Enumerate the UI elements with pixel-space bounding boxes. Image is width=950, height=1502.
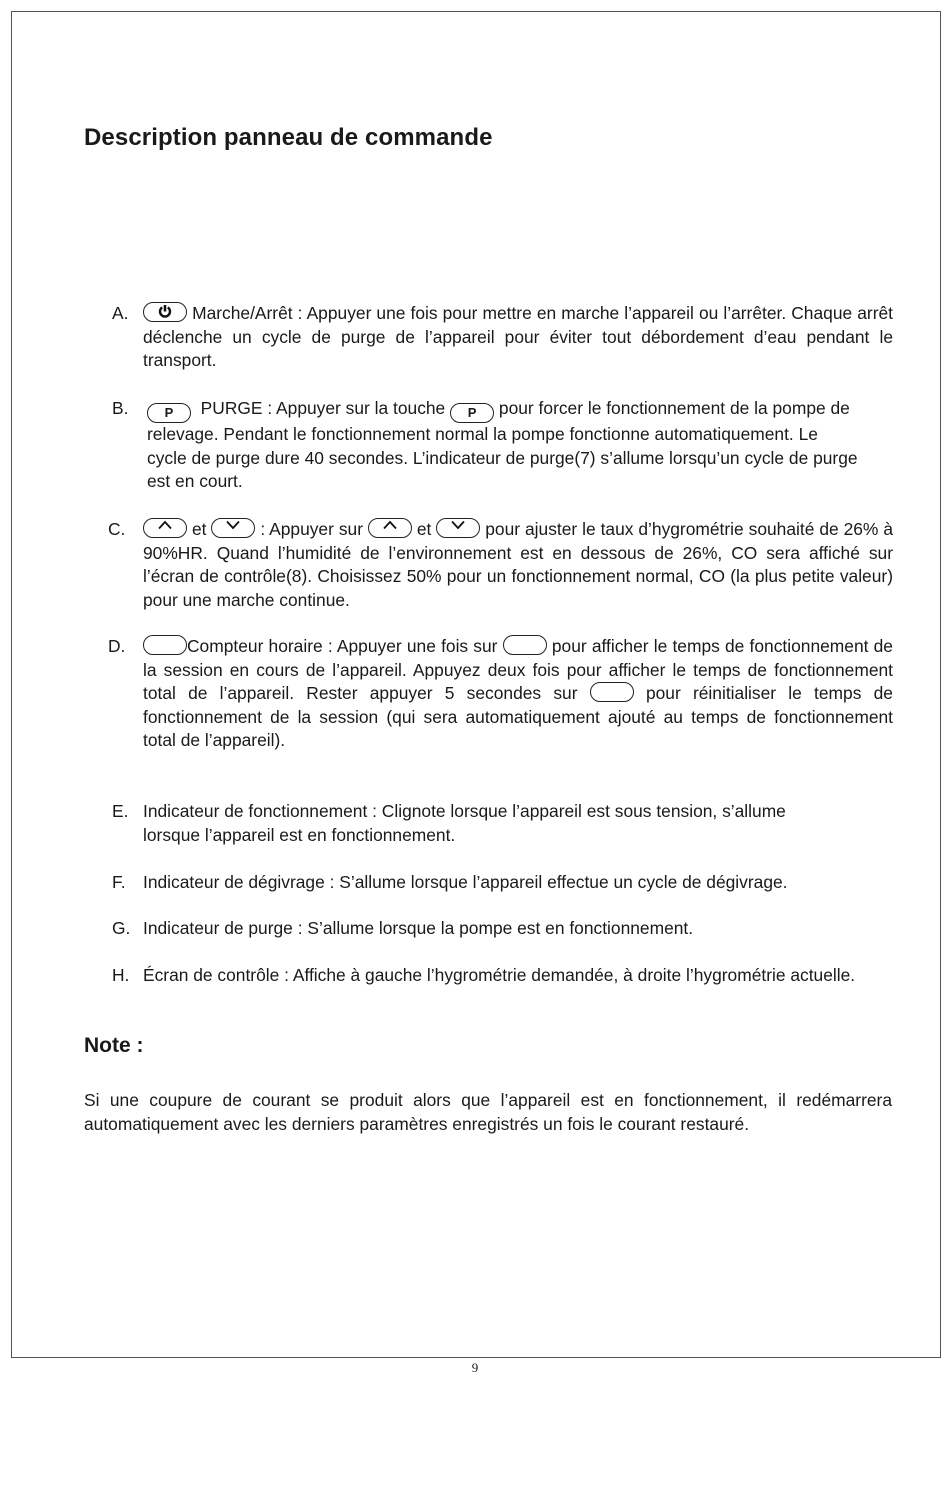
item-letter: B. [112,398,129,418]
purge-button-icon: P [450,403,494,423]
item-text: Indicateur de fonctionnement : Clignote lorsque l’appareil est sous tension, s’allume lorsque l’appareil est en fonctionnement. [143,801,786,845]
purge-button-icon: P [147,403,191,423]
item-letter: D. [108,636,126,656]
up-arrow-icon [143,518,187,538]
item-letter: H. [112,965,130,985]
item-letter: A. [112,303,129,323]
item-letter: G. [112,918,131,938]
item-text-1: PURGE : Appuyer sur la touche [200,398,446,418]
item-body [143,635,893,753]
timer-button-icon [590,682,634,702]
item-text: Marche/Arrêt : Appuyer une fois pour mettre en marche l’appareil ou l’arrêter. Chaque arrêt déclenche un cycle de purge de l’appareil pour éviter tout débordement d’eau pendant le transport. [143,303,893,370]
and-text: et [416,519,432,539]
item-body [143,302,893,373]
note-title: Note : [84,1034,144,1057]
down-arrow-icon [436,518,480,538]
item-text-2: pour forcer le fonctionnement de la pompe de relevage. Pendant le fonctionnement normal la pompe fonctionne automatiquement. Le cycle de purge dure 40 secondes. L’indicateur de purge(7) s’allume lorsqu’un cycle de purge est en court. [147,398,858,491]
down-arrow-icon [211,518,255,538]
up-arrow-icon [368,518,412,538]
item-text-3: pour réinitialiser le temps de fonctionnement de la session (qui sera automatiquement ajouté au temps de fonctionnement total de l’appareil). [143,683,893,750]
item-text: Indicateur de purge : S’allume lorsque la pompe est en fonctionnement. [143,918,694,938]
item-text-1: Compteur horaire : Appuyer une fois sur [187,636,498,656]
item-text: Écran de contrôle : Affiche à gauche l’hygrométrie demandée, à droite l’hygrométrie actuelle. [143,965,856,985]
item-text-1: : Appuyer sur [260,519,363,539]
item-letter: F. [112,872,126,892]
page-number: 9 [471,1360,479,1375]
page-title: Description panneau de commande [84,124,493,151]
item-letter: E. [112,801,129,821]
and-text: et [191,519,207,539]
item-body [143,518,893,612]
item-body [147,397,859,494]
item-text: Indicateur de dégivrage : S’allume lorsque l’appareil effectue un cycle de dégivrage. [143,872,788,892]
item-text-2: pour afficher le temps de fonctionnement de la session en cours de l’appareil. Appuyez deux fois pour afficher le temps de fonctionnement total de l’appareil. Rester appuyer 5 secondes sur [143,636,893,703]
item-letter: C. [108,519,126,539]
timer-button-icon [143,635,187,655]
item-text-2: pour ajuster le taux d’hygrométrie souhaité de 26% à 90%HR. Quand l’humidité de l’environnement est en dessous de 26%, CO sera affiché sur l’écran de contrôle(8). Choisissez 50% pour un fonctionnement normal, CO (la plus petite valeur) pour une marche continue. [143,519,893,610]
power-button-icon [143,302,187,322]
timer-button-icon [503,635,547,655]
note-text: Si une coupure de courant se produit alors que l’appareil est en fonctionnement, il redémarrera automatiquement avec les derniers paramètres enregistrés un fois le courant restauré. [84,1090,892,1134]
